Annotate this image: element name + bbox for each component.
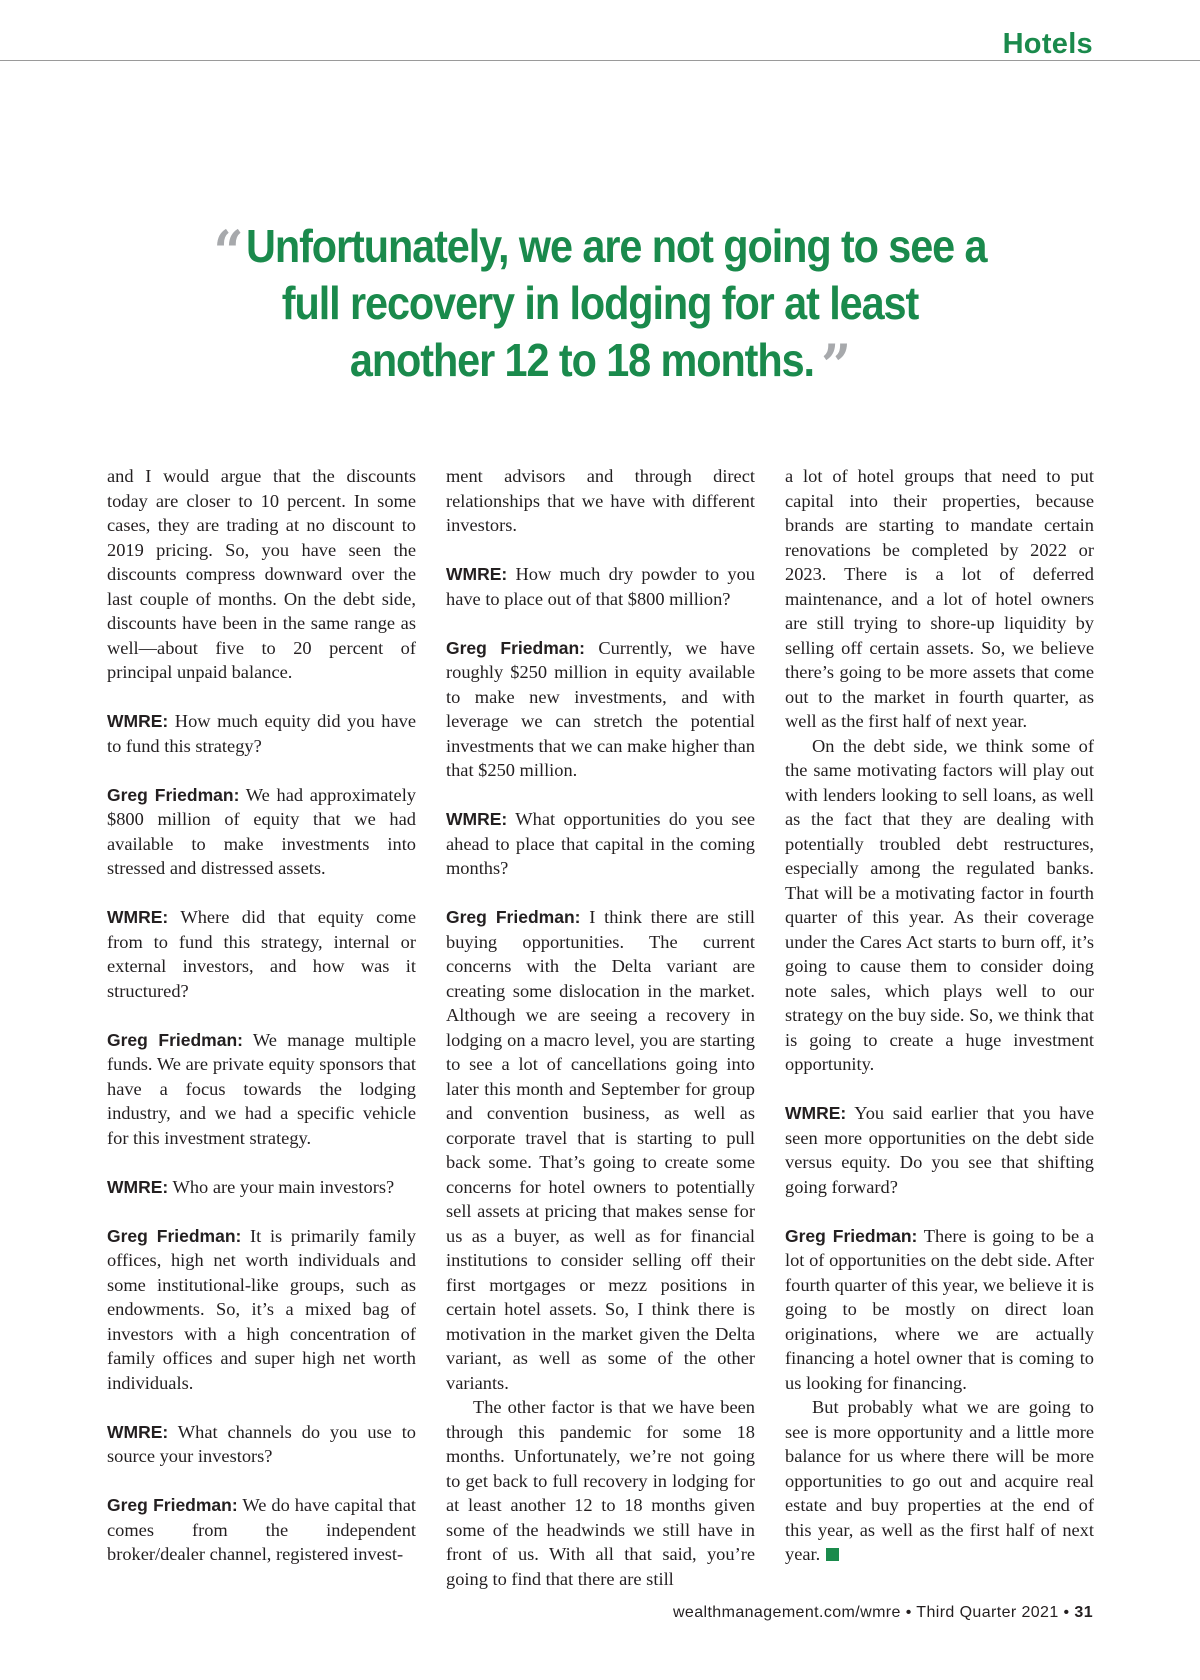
pull-quote	[213, 218, 987, 400]
paragraph-text: The other factor is that we have been through this pandemic for some 18 months. Unfortunately, we’re not going to get back to full recovery in lodging for at least another 12 to 18 months given some of the headwinds we still have in front of us. With all that said, you’re going to find that there are still	[446, 1397, 755, 1589]
footer-site-url: wealthmanagement.com/wmre	[672, 1604, 901, 1621]
footer-issue: Third Quarter 2021	[916, 1604, 1059, 1621]
paragraph	[785, 1395, 1094, 1567]
speaker-label: WMRE:	[107, 711, 169, 731]
paragraph-text: Currently, we have roughly $250 million in equity available to make new investments, and with leverage we can stretch the potential investments that we can make higher than that $250 million.	[446, 637, 755, 780]
paragraph-text: Where did that equity come from to fund this strategy, internal or external investors, and how was it structured?	[107, 907, 417, 1001]
paragraph	[446, 905, 755, 1395]
paragraph-text: We manage multiple funds. We are private equity sponsors that have a focus towards the lodging industry, and we had a specific vehicle for this investment strategy.	[107, 1029, 416, 1148]
paragraph	[107, 783, 416, 881]
paragraph	[785, 734, 1094, 1077]
article-column-3	[785, 464, 1094, 1567]
pull-quote-text: Unfortunately, we are not going to see a full recovery in lodging for at least another 12 to 18 months.	[246, 220, 987, 386]
open-quote-icon: “	[213, 218, 243, 286]
paragraph-text: Who are your main investors?	[172, 1176, 395, 1197]
article-column-1	[107, 464, 416, 1567]
paragraph	[107, 1420, 416, 1469]
section-title: Hotels	[1002, 28, 1093, 60]
paragraph-text: It is primarily family offices, high net worth individuals and some institutional-like groups, such as endowments. So, it’s a mixed bag of investors with a high concentration of family offices and super high net worth individuals.	[107, 1225, 416, 1393]
speaker-label: Greg Friedman:	[446, 637, 586, 658]
speaker-label: WMRE:	[446, 564, 508, 584]
paragraph-text: We had approximately $800 million of equity that we had available to make investments into stressed and distressed assets.	[107, 784, 416, 878]
paragraph	[446, 1395, 755, 1591]
paragraph	[785, 464, 1094, 734]
footer-separator: •	[1063, 1604, 1070, 1621]
paragraph	[107, 1028, 416, 1151]
paragraph-text: What channels do you use to source your investors?	[107, 1421, 417, 1466]
paragraph-text: We do have capital that comes from the independent broker/dealer channel, registered invest-	[107, 1495, 416, 1564]
paragraph-text: How much dry powder to you have to place out of that $800 million?	[446, 564, 755, 609]
paragraph-text: There is going to be a lot of opportunities on the debt side. After fourth quarter of this year, we believe it is going to be mostly on direct loan originations, where we are actually financing a hotel owner that is coming to us looking for financing.	[785, 1225, 1095, 1393]
speaker-label: WMRE:	[446, 809, 508, 829]
speaker-label: WMRE:	[107, 1421, 169, 1442]
paragraph	[446, 464, 755, 538]
paragraph-text: ment advisors and through direct relationships that we have with different investors.	[446, 466, 755, 535]
speaker-label: WMRE:	[107, 1176, 169, 1197]
paragraph	[107, 1175, 416, 1200]
paragraph-text: How much equity did you have to fund this strategy?	[107, 711, 416, 756]
paragraph	[107, 709, 416, 758]
paragraph-text: What opportunities do you see ahead to place that capital in the coming months?	[446, 809, 756, 878]
speaker-label: WMRE:	[785, 1103, 847, 1123]
speaker-label: Greg Friedman:	[107, 1029, 243, 1050]
paragraph-text: I think there are still buying opportunities. The current concerns with the Delta variant are creating some dislocation in the market. Although we are seeing a recovery in lodging on a macro level, you are starting to see a lot of cancellations going into later this month and September for group and convention business, as well as corporate travel that is starting to pull back some. That’s going to create some concerns for hotel owners to potentially sell assets at pricing that makes sense for us as a buyer, as well as for financial institutions to consider selling off their first mortgages or mezz positions in certain hotel assets. So, I think there is motivation in the market given the Delta variant, as well as some of the other variants.	[446, 907, 755, 1393]
paragraph	[107, 905, 416, 1003]
footer-separator: •	[905, 1604, 912, 1621]
paragraph-text: a lot of hotel groups that need to put capital into their properties, because brands are starting to mandate certain renovations be completed by 2022 or 2023. There is a lot of deferred maintenance, and a lot of hotel owners are still trying to shore-up liquidity by selling off certain assets. So, we believe there’s going to be more assets that come out to the market in fourth quarter, as well as the first half of next year.	[785, 466, 1094, 731]
paragraph	[107, 1493, 416, 1567]
page-footer	[673, 1604, 1093, 1622]
paragraph	[107, 464, 416, 685]
paragraph-text: On the debt side, we think some of the same motivating factors will play out with lenders looking to sell loans, as well as the fact that they are dealing with potentially troubled debt restructures, especially among the regulated banks. That will be a motivating factor in fourth quarter of this year. As their coverage under the Cares Act starts to burn off, it’s going to cause them to consider doing note sales, which plays well to our strategy on the buy side. So, we think that is going to create a huge investment opportunity.	[785, 735, 1094, 1074]
paragraph	[446, 562, 755, 611]
paragraph	[785, 1224, 1094, 1396]
paragraph-text: You said earlier that you have seen more opportunities on the debt side versus equity. Do you see that shifting going forward?	[785, 1103, 1094, 1197]
paragraph	[446, 636, 755, 783]
article-column-2	[446, 464, 755, 1591]
speaker-label: Greg Friedman:	[107, 1225, 242, 1246]
speaker-label: Greg Friedman:	[107, 784, 240, 805]
paragraph-text: But probably what we are going to see is more opportunity and a little more balance for us where there will be more opportunities to go out and acquire real estate and buy properties at the end of this year, as well as the first half of next year.	[785, 1397, 1094, 1564]
close-quote-icon: ”	[821, 332, 851, 400]
paragraph	[785, 1101, 1094, 1199]
speaker-label: Greg Friedman:	[785, 1225, 918, 1246]
page-number: 31	[1074, 1604, 1093, 1621]
paragraph-text: and I would argue that the discounts today are closer to 10 percent. In some cases, they are trading at no discount to 2019 pricing. So, you have seen the discounts compress downward over the last couple of months. On the debt side, discounts have been in the same range as well—about five to 20 percent of principal unpaid balance.	[107, 466, 416, 682]
paragraph	[107, 1224, 416, 1396]
paragraph	[446, 807, 755, 881]
speaker-label: Greg Friedman:	[446, 907, 581, 927]
end-mark-icon	[826, 1548, 839, 1561]
speaker-label: Greg Friedman:	[107, 1495, 238, 1515]
speaker-label: WMRE:	[107, 907, 169, 927]
